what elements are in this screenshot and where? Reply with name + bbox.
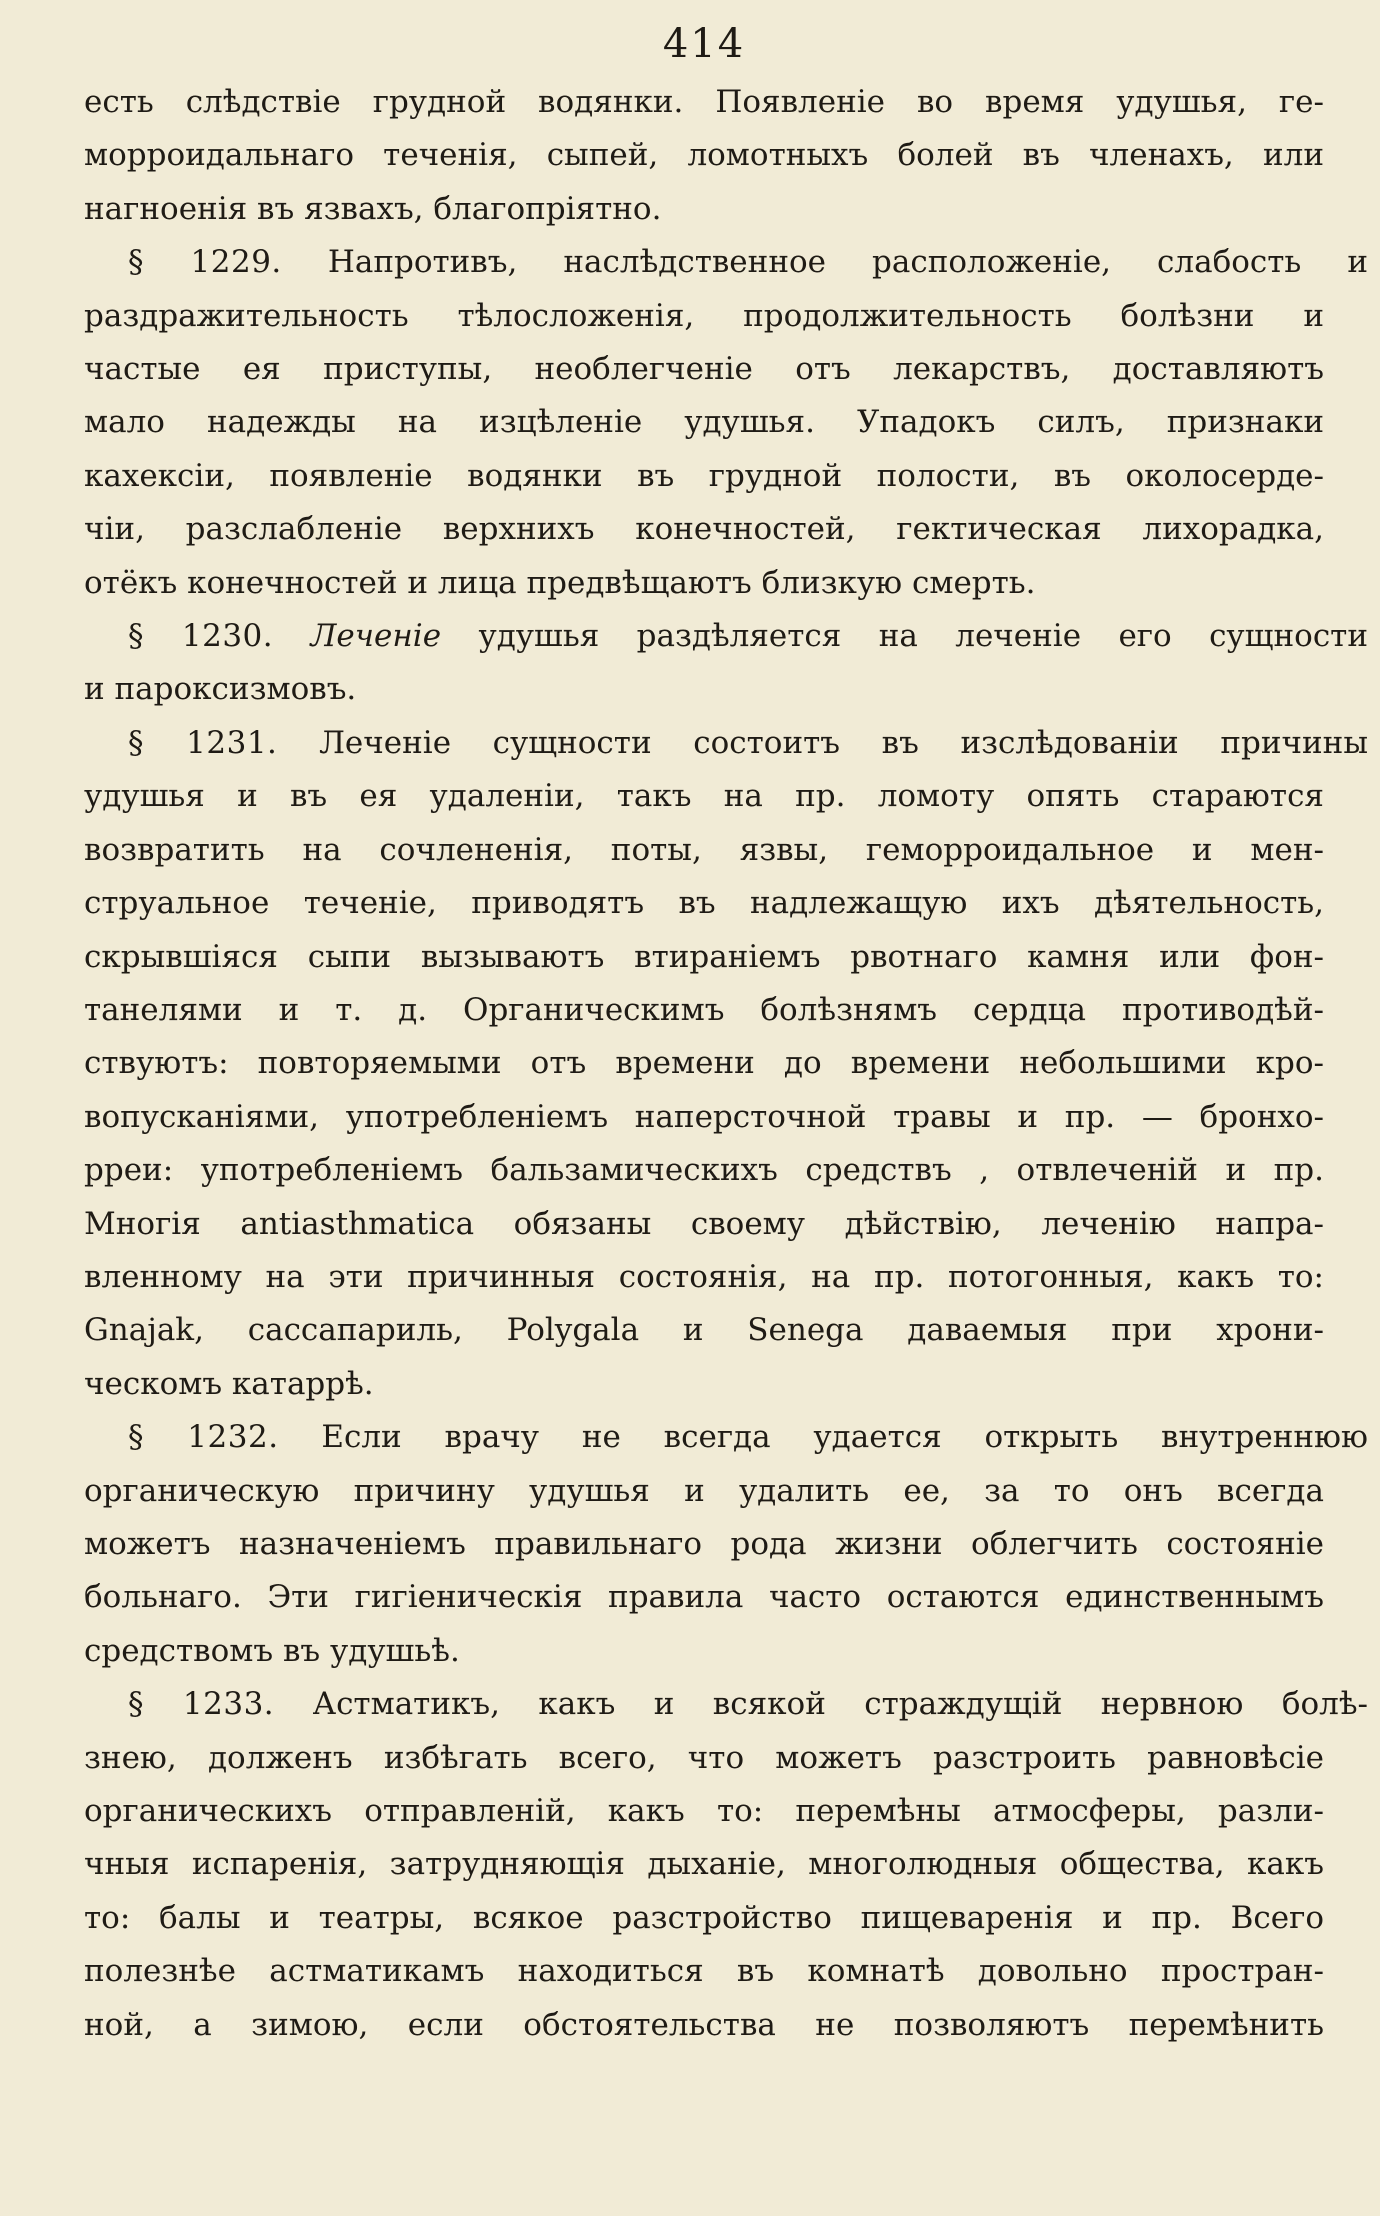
text-line: больнаго. Эти гигіеническія правила часто остаются единственнымъ	[84, 1579, 1324, 1616]
text-line: вленному на эти причинныя состоянія, на пр. потогонныя, какъ то:	[84, 1258, 1324, 1295]
text-line	[84, 717, 1368, 770]
section-number: § 1230.	[128, 618, 274, 655]
paragraph-1233	[84, 1678, 1369, 2052]
text-line: ной, а зимою, если обстоятельства не позволяютъ перемѣнить	[84, 2006, 1324, 2043]
text-fragment: Леченіе сущности состоитъ въ изслѣдованіи причины	[319, 724, 1369, 761]
text-line: есть слѣдствіе грудной водянки. Появленіе во время удушья, ге-	[84, 84, 1324, 120]
text-line	[84, 610, 1368, 663]
text-line: Gnajak, сассапариль, Polygala и Senega даваемыя при хрони-	[84, 1312, 1324, 1349]
section-number: § 1233.	[128, 1686, 275, 1723]
text-fragment: Напротивъ, наслѣдственное расположеніе, слабость и	[327, 244, 1368, 281]
text-line: вопусканіями, употребленіемъ наперсточной травы и пр. — бронхо-	[84, 1098, 1324, 1135]
text-line: полезнѣе астматикамъ находиться въ комнатѣ довольно простран-	[84, 1953, 1324, 1990]
section-number: § 1231.	[128, 724, 278, 761]
paragraph-1232	[84, 1411, 1368, 1678]
text-line: чныя испаренія, затрудняющія дыханіе, многолюдныя общества, какъ	[84, 1846, 1324, 1883]
text-line: морроидальнаго теченія, сыпей, ломотныхъ болей въ членахъ, или	[84, 137, 1324, 174]
text-line: органическихъ отправленій, какъ то: перемѣны атмосферы, разли-	[84, 1793, 1324, 1829]
paragraph-1231	[84, 717, 1369, 1411]
text-line: Многія antiasthmatica обязаны своему дѣйствію, леченію напра-	[84, 1205, 1324, 1242]
italic-term: Леченіе	[310, 618, 442, 655]
text-line: ствуютъ: повторяемыми отъ времени до времени небольшими кро-	[84, 1045, 1324, 1082]
text-line: и пароксизмовъ.	[84, 671, 357, 708]
paragraph-1230	[84, 610, 1368, 717]
text-line: кахексіи, появленіе водянки въ грудной полости, въ околосерде-	[84, 457, 1324, 494]
text-line: ческомъ катаррѣ.	[84, 1365, 374, 1402]
paragraph-continuation	[84, 76, 1324, 236]
text-line: танелями и т. д. Органическимъ болѣзнямъ сердца противодѣй-	[84, 991, 1324, 1028]
text-line: струальное теченіе, приводятъ въ надлежащую ихъ дѣятельность,	[84, 885, 1324, 922]
text-line: мало надежды на изцѣленіе удушья. Упадокъ силъ, признаки	[84, 404, 1324, 441]
text-line	[84, 236, 1368, 289]
text-line: то: балы и театры, всякое разстройство пищеваренія и пр. Всего	[84, 1899, 1324, 1936]
section-number: § 1229.	[128, 244, 282, 281]
text-line: отёкъ конечностей и лица предвѣщаютъ близкую смерть.	[84, 564, 1036, 601]
text-line: возвратить на сочлененія, поты, язвы, геморроидальное и мен-	[84, 831, 1324, 868]
text-line: чіи, разслабленіе верхнихъ конечностей, гектическая лихорадка,	[84, 511, 1324, 548]
text-line: удушья и въ ея удаленіи, такъ на пр. ломоту опять стараются	[84, 778, 1324, 815]
text-line: знею, долженъ избѣгать всего, что можетъ разстроить равновѣсіе	[84, 1739, 1324, 1776]
text-fragment: удушья раздѣляется на леченіе его сущности	[478, 618, 1368, 655]
text-line: нагноенія въ язвахъ, благопріятно.	[84, 190, 662, 227]
text-line	[84, 1678, 1368, 1731]
text-line: рреи: употребленіемъ бальзамическихъ средствъ , отвлеченій и пр.	[84, 1152, 1324, 1189]
text-line: частые ея приступы, необлегченіе отъ лекарствъ, доставляютъ	[84, 351, 1324, 388]
text-line: раздражительность тѣлосложенія, продолжительность болѣзни и	[84, 297, 1324, 334]
text-line: средствомъ въ удушьѣ.	[84, 1632, 460, 1669]
text-line: скрывшіяся сыпи вызываютъ втираніемъ рвотнаго камня или фон-	[84, 938, 1324, 975]
text-fragment: Если врачу не всегда удается открыть внутреннюю	[321, 1419, 1368, 1456]
text-line: можетъ назначеніемъ правильнаго рода жизни облегчить состояніе	[84, 1525, 1324, 1562]
page-number: 414	[662, 21, 746, 67]
text-line: органическую причину удушья и удалить ее, за то онъ всегда	[84, 1472, 1324, 1509]
text-fragment: Астматикъ, какъ и всякой страждущій нервною болѣ-	[312, 1686, 1369, 1723]
text-line	[84, 1411, 1368, 1464]
paragraph-1229	[84, 236, 1368, 610]
section-number: § 1232.	[128, 1419, 279, 1456]
